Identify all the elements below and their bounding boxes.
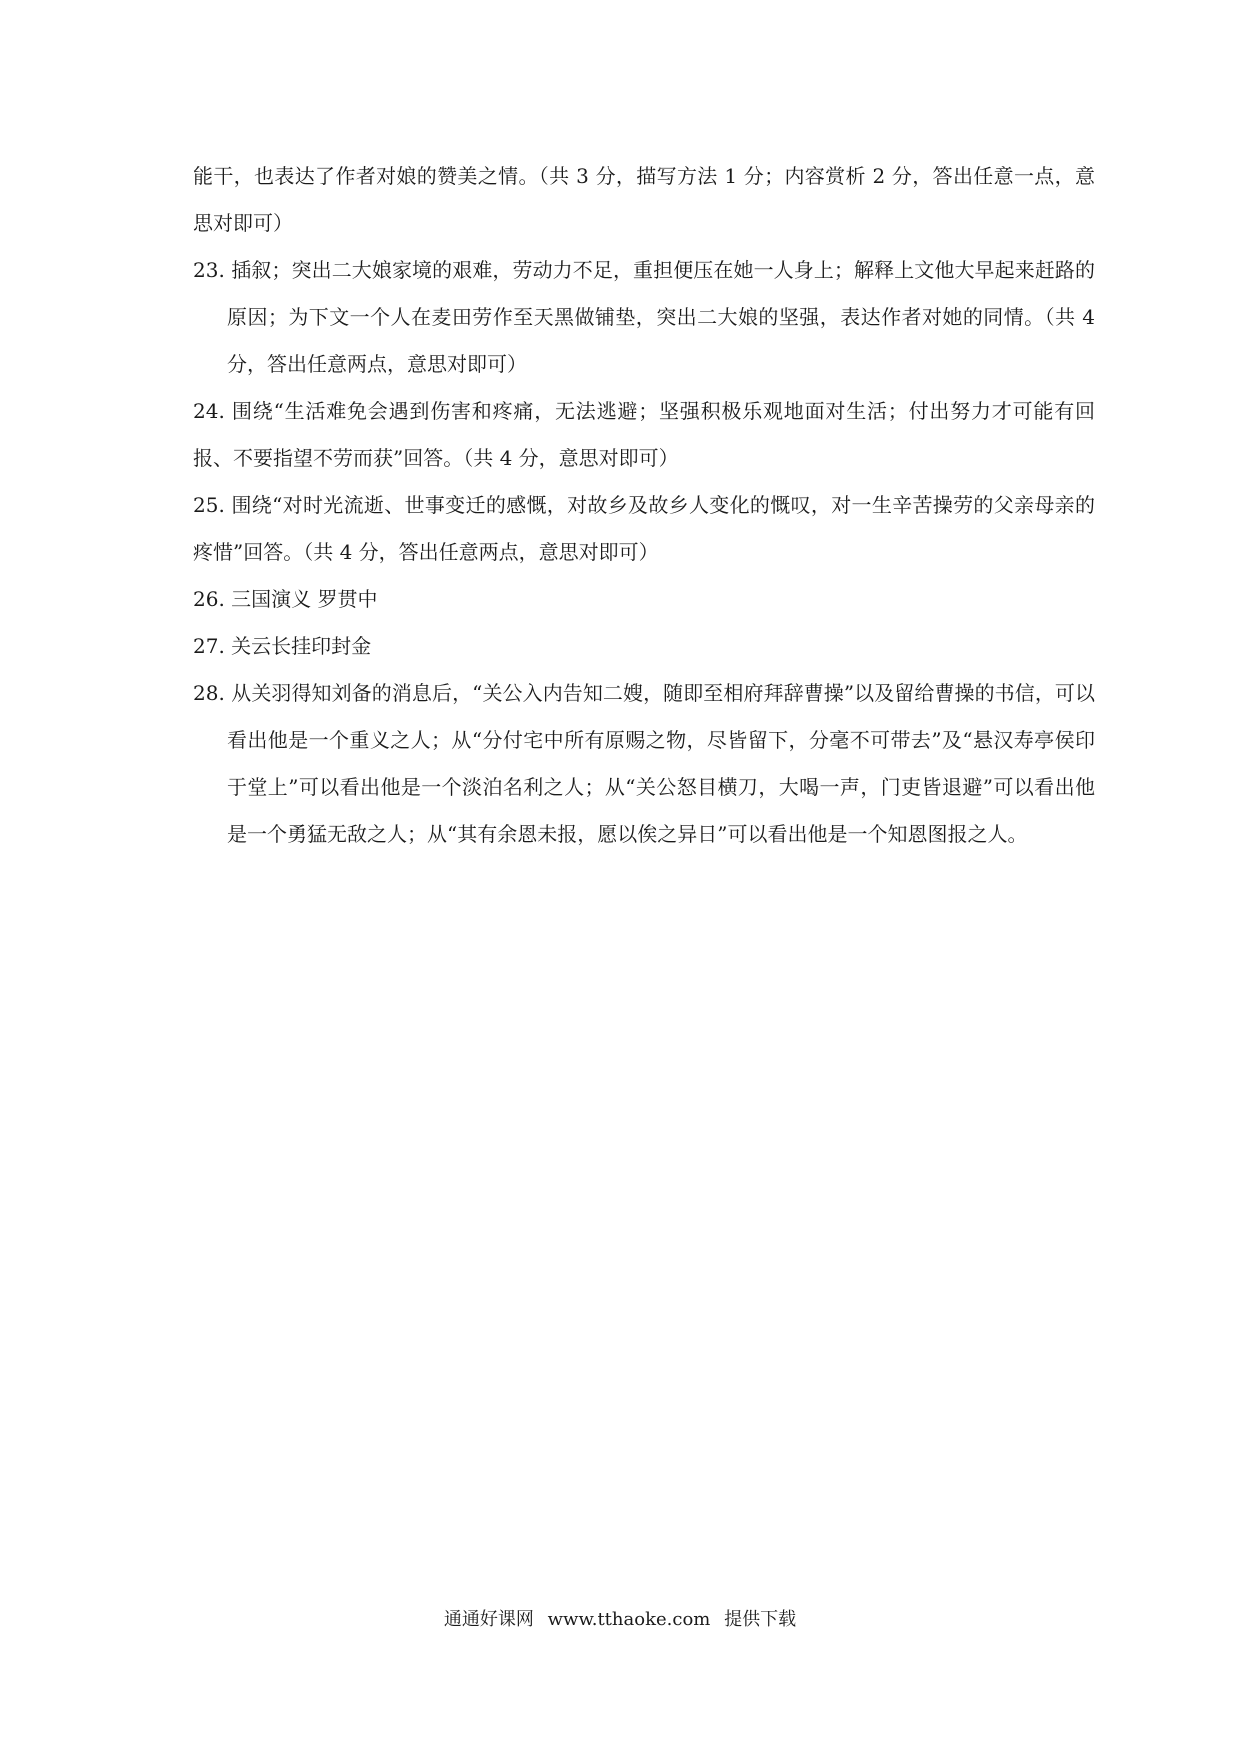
answer-paragraph: 25. 围绕“对时光流逝、世事变迁的感慨，对故乡及故乡人变化的慨叹，对一生辛苦操劳的父亲母亲的疼惜”回答。（共 4 分，答出任意两点，意思对即可） — [193, 493, 1095, 564]
footer-tagline: 提供下载 — [724, 1609, 797, 1630]
answer-paragraph: 28. 从关羽得知刘备的消息后，“关公入内告知二嫂，随即至相府拜辞曹操”以及留给曹操的书信，可以看出他是一个重义之人；从“分付宅中所有原赐之物，尽皆留下，分毫不可带去”及“悬汉寿亭侯印于堂上”可以看出他是一个淡泊名利之人；从“关公怒目横刀，大喝一声，门吏皆退避”可以看出他是一个勇猛无敌之人；从“其有余恩未报，愿以俟之异日”可以看出他是一个知恩图报之人。 — [193, 681, 1095, 846]
answer-paragraph: 26. 三国演义 罗贯中 — [193, 587, 378, 611]
answer-list — [193, 153, 1095, 858]
answer-paragraph: 能干，也表达了作者对娘的赞美之情。（共 3 分，描写方法 1 分；内容赏析 2 分，答出任意一点，意思对即可） — [193, 164, 1095, 235]
footer-site-name: 通通好课网 — [443, 1609, 534, 1630]
answer-paragraph: 23. 插叙；突出二大娘家境的艰难，劳动力不足，重担便压在她一人身上；解释上文他大早起来赶路的原因；为下文一个人在麦田劳作至天黑做铺垫，突出二大娘的坚强，表达作者对她的同情。（共 4 分，答出任意两点，意思对即可） — [193, 258, 1095, 376]
page-footer — [0, 1606, 1240, 1634]
footer-url: www.tthaoke.com — [547, 1609, 711, 1630]
answer-paragraph: 27. 关云长挂印封金 — [193, 634, 372, 658]
answer-paragraph: 24. 围绕“生活难免会遇到伤害和疼痛，无法逃避；坚强积极乐观地面对生活；付出努力才可能有回报、不要指望不劳而获”回答。（共 4 分，意思对即可） — [193, 399, 1095, 470]
